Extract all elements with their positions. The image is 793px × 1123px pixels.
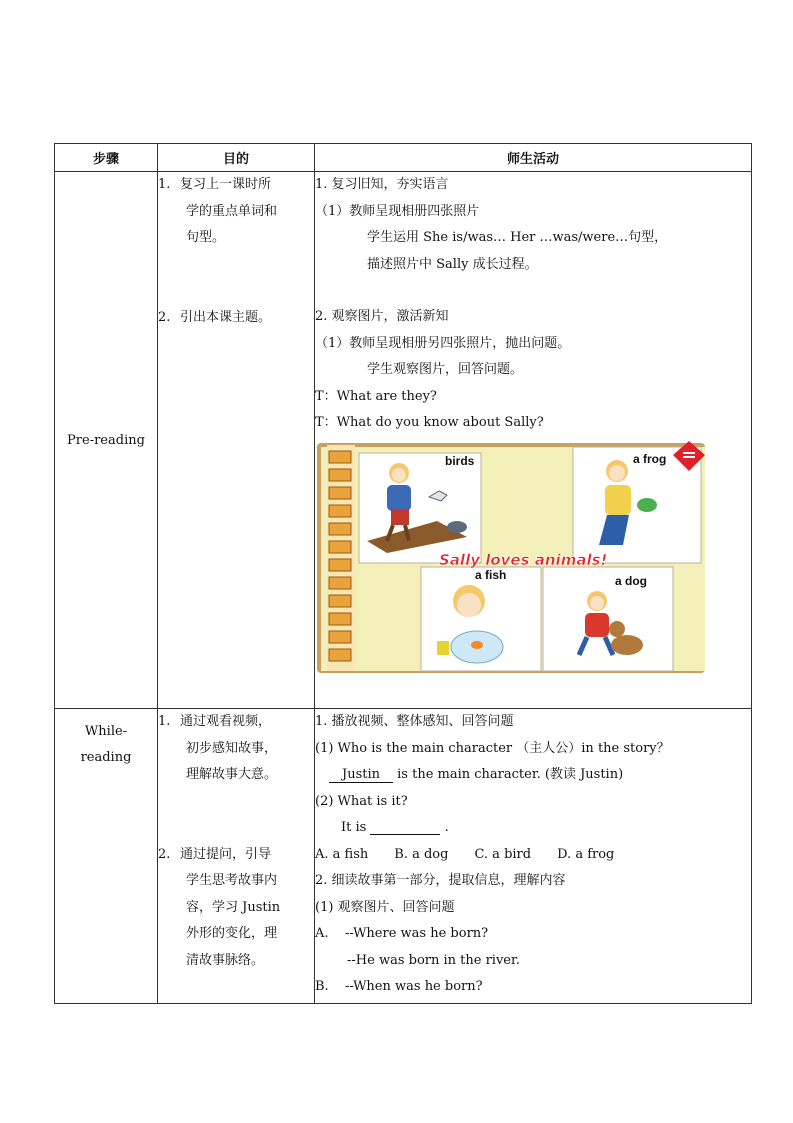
- purpose-item-4: 2. 通过提问，引导 学生思考故事内 容，学习 Justin 外形的变化，理 清故事脉络。: [158, 846, 281, 968]
- photo-birds: [359, 453, 481, 563]
- label-dog: a dog: [615, 573, 647, 588]
- purpose-item-1: 1. 复习上一课时所 学的重点单词和 句型。: [158, 177, 278, 245]
- option-a: A. a fish: [315, 846, 369, 862]
- option-c: C. a bird: [474, 846, 532, 862]
- photo-fish: [421, 567, 541, 671]
- activity-1-sub: （1）教师呈现相册四张照片: [315, 203, 480, 219]
- teacher-question-2: T：What do you know about Sally?: [315, 415, 544, 430]
- purpose-while-reading: [158, 709, 315, 1004]
- label-frog: a frog: [633, 451, 667, 466]
- photo-frog: [573, 447, 701, 563]
- question-b: B. --When was he born?: [315, 979, 483, 994]
- stage-pre-reading: Pre-reading: [55, 172, 158, 709]
- header-purpose: 目的: [158, 144, 315, 172]
- header-step: 步骤: [55, 144, 158, 172]
- option-d: D. a frog: [557, 846, 615, 862]
- label-birds: birds: [445, 453, 475, 468]
- question-a: A. --Where was he born?: [315, 926, 489, 941]
- answer-options: [315, 842, 751, 869]
- header-row: [55, 144, 752, 172]
- question-what-is-it: (2) What is it?: [315, 793, 408, 809]
- activity-4-sub: (1) 观察图片、回答问题: [315, 899, 455, 915]
- teacher-question-1: T：What are they?: [315, 388, 437, 404]
- activity-3-title: 1. 播放视频、整体感知、回答问题: [315, 714, 514, 729]
- while-reading-row: [55, 709, 752, 1004]
- activity-2-sub: （1）教师呈现相册另四张照片，抛出问题。: [315, 335, 571, 351]
- album-illustration: [317, 441, 705, 674]
- activity-pre-reading: 1. 复习旧知，夯实语言 （1）教师呈现相册四张照片 学生运用 She is/was… Her …was/were…句型， 描述照片中 Sally 成长过程。 2. 观察图片，激活新知 （1）教师呈现相册另四张照片，抛出问题。 学生观察图片，回答问题。 T：What are they? T：What do you know about Sally? birds a frog a fish a dog Sally loves animals!: [315, 172, 752, 709]
- activity-2-title: 2. 观察图片，激活新知: [315, 309, 449, 324]
- lesson-plan-table: [54, 143, 752, 1004]
- photo-dog: [543, 567, 673, 671]
- option-b: B. a dog: [394, 846, 449, 862]
- activity-while-reading: [315, 709, 752, 1004]
- purpose-pre-reading: [158, 172, 315, 709]
- album-svg: [317, 441, 705, 674]
- activity-4-title: 2. 细读故事第一部分，提取信息，理解内容: [315, 873, 566, 888]
- answer-blank-justin: Justin: [329, 767, 393, 783]
- answer-a: --He was born in the river.: [347, 952, 520, 968]
- album-banner: Sally loves animals!: [439, 550, 608, 569]
- answer-it-is: It is .: [341, 820, 449, 835]
- header-activity: 师生活动: [315, 144, 752, 172]
- pre-reading-row: [55, 172, 752, 709]
- activity-1-title: 1. 复习旧知，夯实语言: [315, 177, 449, 192]
- stage-while-reading: While- reading: [55, 709, 158, 1004]
- purpose-item-3: 1. 通过观看视频， 初步感知故事， 理解故事大意。: [158, 714, 278, 782]
- question-main-character: (1) Who is the main character （主人公）in the story？: [315, 740, 670, 756]
- label-fish: a fish: [475, 567, 507, 582]
- answer-blank: [370, 820, 440, 835]
- answer-main-character: Justin is the main character. (教读 Justin): [315, 762, 751, 789]
- purpose-item-2: 2. 引出本课主题。: [158, 309, 272, 325]
